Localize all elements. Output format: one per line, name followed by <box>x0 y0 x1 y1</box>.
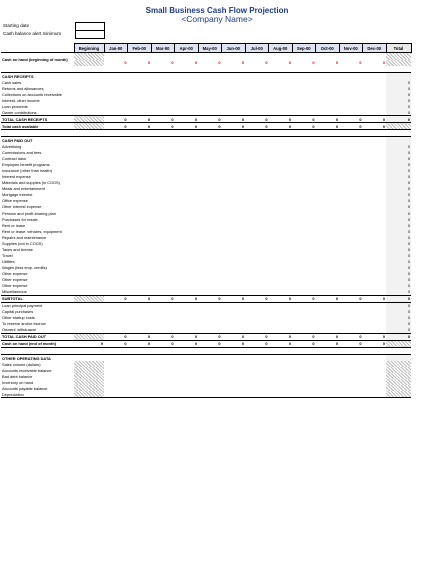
data-cell[interactable] <box>128 391 152 398</box>
data-cell[interactable] <box>316 391 340 398</box>
total-cell: 0 <box>386 321 411 327</box>
cash-on-hand-label: Cash on hand (beginning of month) <box>1 53 74 67</box>
row-label: Rent or lease: vehicles, equipment <box>2 228 62 234</box>
data-cell[interactable] <box>269 53 293 60</box>
column-header: Oct-00 <box>316 44 340 53</box>
column-header: Feb-00 <box>128 44 152 53</box>
section-header-receipts: CASH RECEIPTS <box>1 73 74 80</box>
column-header: Total <box>386 44 411 53</box>
data-cell: 0 <box>245 295 269 302</box>
row-label: Meals and entertainment <box>2 186 45 192</box>
row-label: Other expense <box>2 283 28 289</box>
row-label: Wages (less emp. credits) <box>2 264 47 270</box>
data-cell: 0 <box>128 123 152 130</box>
data-cell: 0 <box>198 123 222 130</box>
data-cell: 0 <box>363 333 387 340</box>
data-cell[interactable] <box>245 53 269 60</box>
total-cell: 0 <box>386 210 411 216</box>
data-cell: 0 <box>128 116 152 123</box>
data-cell[interactable] <box>292 391 316 398</box>
data-cell: 0 <box>104 116 128 123</box>
data-cell: 0 <box>363 340 387 347</box>
beginning-cell <box>74 295 104 302</box>
data-cell: 0 <box>245 340 269 347</box>
data-cell[interactable] <box>363 53 387 60</box>
data-cell: 0 <box>316 295 340 302</box>
data-cell: 0 <box>245 123 269 130</box>
data-cell[interactable] <box>292 53 316 60</box>
row-label: Advertising <box>2 143 22 149</box>
row-label: Utilities <box>2 258 15 264</box>
column-header: Jul-00 <box>245 44 269 53</box>
row-label: Other expense <box>2 270 28 276</box>
table-row <box>1 53 411 60</box>
spacer <box>1 130 411 137</box>
data-cell[interactable] <box>198 53 222 60</box>
row-label: Other startup costs <box>2 315 35 321</box>
total-cell: 0 <box>386 234 411 240</box>
total-cell: 0 <box>386 228 411 234</box>
column-header: Jun-00 <box>222 44 246 53</box>
total-cell: 0 <box>386 222 411 228</box>
total-cell: 0 <box>386 85 411 91</box>
column-header: Dec-00 <box>363 44 387 53</box>
total-cell: 0 <box>386 252 411 258</box>
total-cell: 0 <box>386 174 411 180</box>
data-cell: 0 <box>269 123 293 130</box>
table-row <box>1 123 411 130</box>
total-cell: 0 <box>386 186 411 192</box>
cash-on-hand-value: 0 <box>147 60 150 66</box>
data-cell: 0 <box>245 116 269 123</box>
data-cell[interactable] <box>104 391 128 398</box>
column-header: Apr-00 <box>175 44 199 53</box>
data-cell: 0 <box>292 340 316 347</box>
total-cell: 0 <box>386 309 411 315</box>
total-receipts-label: TOTAL CASH RECEIPTS <box>1 116 74 123</box>
total-cell: 0 <box>386 240 411 246</box>
data-cell: 0 <box>151 340 175 347</box>
data-cell: 0 <box>292 295 316 302</box>
header-blank <box>1 44 74 53</box>
beginning-cell: 0 <box>74 340 104 347</box>
row-label: Miscellaneous <box>2 289 27 295</box>
column-header: Jan-00 <box>104 44 128 53</box>
row-label: Purchases for resale <box>2 216 38 222</box>
table-row <box>1 340 411 347</box>
table-row <box>1 44 411 53</box>
data-cell: 0 <box>339 123 363 130</box>
section-header-other: OTHER OPERATING DATA <box>1 355 74 362</box>
row-label: Supplies (not in COGS) <box>2 240 43 246</box>
data-cell: 0 <box>222 123 246 130</box>
data-cell: 0 <box>222 333 246 340</box>
data-cell: 0 <box>292 116 316 123</box>
row-label: Accounts payable balance <box>2 385 48 391</box>
row-label: Collections on accounts receivable <box>2 91 62 97</box>
row-label: Commissions and fees <box>2 150 42 156</box>
column-header: Mar-00 <box>151 44 175 53</box>
cash-flow-table <box>1 43 412 398</box>
total-cell: 0 <box>386 283 411 289</box>
row-label: Rent or lease <box>2 222 26 228</box>
data-cell: 0 <box>104 123 128 130</box>
data-cell: 0 <box>128 340 152 347</box>
total-cell: 0 <box>386 289 411 296</box>
data-cell: 0 <box>339 340 363 347</box>
data-cell: 0 <box>269 116 293 123</box>
total-cell: 0 <box>386 162 411 168</box>
data-cell: 0 <box>151 123 175 130</box>
data-cell[interactable] <box>151 53 175 60</box>
data-cell: 0 <box>339 295 363 302</box>
total-cell: 0 <box>386 143 411 149</box>
data-cell: 0 <box>175 116 199 123</box>
column-header: Sep-00 <box>292 44 316 53</box>
total-cell: 0 <box>386 97 411 103</box>
row-label: Travel <box>2 252 13 258</box>
data-cell: 0 <box>269 295 293 302</box>
cash-on-hand-value: 0 <box>218 60 221 66</box>
total-cell: 0 <box>386 270 411 276</box>
table-row <box>1 130 411 137</box>
row-label: Employee benefit programs <box>2 162 50 168</box>
total-cell: 0 <box>386 216 411 222</box>
data-cell: 0 <box>104 295 128 302</box>
cash-on-hand-value: 0 <box>171 60 174 66</box>
data-cell[interactable] <box>104 53 128 60</box>
total-cell: 0 <box>386 315 411 321</box>
data-cell[interactable] <box>363 391 387 398</box>
column-header: Nov-00 <box>339 44 363 53</box>
data-cell[interactable] <box>175 53 199 60</box>
data-cell: 0 <box>269 333 293 340</box>
row-label: Returns and allowances <box>2 85 44 91</box>
cash-on-hand-value: 0 <box>124 60 127 66</box>
column-header: Aug-00 <box>269 44 293 53</box>
total-paid-out-label: TOTAL CASH PAID OUT <box>1 333 74 340</box>
total-cell: 0 <box>386 302 411 309</box>
data-cell[interactable] <box>198 391 222 398</box>
total-cell: 0 <box>386 258 411 264</box>
row-label: Contract labor <box>2 156 27 162</box>
data-cell: 0 <box>175 333 199 340</box>
total-cell: 0 <box>386 116 411 123</box>
data-cell[interactable] <box>222 391 246 398</box>
total-cell: 0 <box>386 109 411 116</box>
row-label: Owner contributions <box>2 109 37 115</box>
row-label: To reserve and/or escrow <box>2 321 46 327</box>
total-cell: 0 <box>386 295 411 302</box>
data-cell[interactable] <box>339 391 363 398</box>
row-label: Depreciation <box>1 391 74 398</box>
data-cell[interactable] <box>245 391 269 398</box>
total-cell: 0 <box>386 327 411 334</box>
row-label: Owners' withdrawal <box>2 327 36 333</box>
row-label: Interest expense <box>2 174 31 180</box>
row-label: Inventory on hand <box>2 379 34 385</box>
cash-on-hand-value: 0 <box>265 60 268 66</box>
data-cell: 0 <box>222 116 246 123</box>
row-label: Capital purchases <box>2 309 34 315</box>
data-cell: 0 <box>269 340 293 347</box>
row-label: Pension and profit-sharing plan <box>2 210 56 216</box>
total-cell <box>386 391 411 398</box>
company-name: <Company Name> <box>181 14 253 24</box>
cash-on-hand-value: 0 <box>288 60 291 66</box>
total-cell: 0 <box>386 103 411 109</box>
table-row <box>1 295 411 302</box>
row-label: Sales volume (dollars) <box>2 361 41 367</box>
section-header-paid-out: CASH PAID OUT <box>1 137 74 144</box>
row-label: Accounts receivable balance <box>2 367 52 373</box>
table-row <box>1 116 411 123</box>
row-label: Other interest expense <box>2 204 42 210</box>
data-cell: 0 <box>316 123 340 130</box>
row-label: Insurance (other than health) <box>2 168 52 174</box>
data-cell: 0 <box>292 333 316 340</box>
data-cell: 0 <box>363 123 387 130</box>
spacer <box>1 348 411 355</box>
data-cell[interactable] <box>222 53 246 60</box>
cash-on-hand-value: 0 <box>312 60 315 66</box>
cash-flow-body <box>1 44 411 398</box>
beginning-cell[interactable] <box>74 53 104 60</box>
total-cell <box>386 340 411 347</box>
data-cell: 0 <box>339 333 363 340</box>
cash-on-hand-value: 0 <box>359 60 362 66</box>
total-cell: 0 <box>386 192 411 198</box>
data-cell: 0 <box>151 333 175 340</box>
data-cell: 0 <box>245 333 269 340</box>
cash-end-label: Cash on hand (end of month) <box>1 340 74 347</box>
beginning-cell <box>74 123 104 130</box>
total-cell: 0 <box>386 150 411 156</box>
data-cell: 0 <box>175 123 199 130</box>
total-cell <box>386 53 411 60</box>
column-header: Beginning <box>74 44 104 53</box>
data-cell: 0 <box>363 295 387 302</box>
data-cell: 0 <box>316 340 340 347</box>
data-cell: 0 <box>316 116 340 123</box>
data-cell[interactable] <box>175 391 199 398</box>
total-cell: 0 <box>386 264 411 270</box>
data-cell[interactable] <box>316 53 340 60</box>
data-cell: 0 <box>175 295 199 302</box>
total-cell: 0 <box>386 79 411 85</box>
beginning-cell <box>74 333 104 340</box>
data-cell: 0 <box>339 116 363 123</box>
data-cell: 0 <box>128 295 152 302</box>
row-label: Bad debt balance <box>2 373 33 379</box>
cash-on-hand-value: 0 <box>382 60 385 66</box>
data-cell: 0 <box>104 340 128 347</box>
data-cell: 0 <box>128 333 152 340</box>
total-cell: 0 <box>386 168 411 174</box>
data-cell: 0 <box>175 340 199 347</box>
total-cell: 0 <box>386 277 411 283</box>
beginning-cell <box>74 116 104 123</box>
row-label: Mortgage interest <box>2 192 33 198</box>
total-cell <box>386 123 411 130</box>
total-cell: 0 <box>386 204 411 210</box>
starting-date-label: Starting date <box>3 23 30 28</box>
row-label: Interest, other income <box>2 97 40 103</box>
subtotal-label: SUBTOTAL <box>1 295 74 302</box>
table-row <box>1 348 411 355</box>
row-label: Office expense <box>2 198 28 204</box>
alert-minimum-input[interactable] <box>75 30 105 39</box>
cash-on-hand-value: 0 <box>194 60 197 66</box>
total-cell: 0 <box>386 156 411 162</box>
data-cell[interactable] <box>339 53 363 60</box>
table-row <box>1 391 411 398</box>
data-cell[interactable] <box>269 391 293 398</box>
cash-on-hand-value: 0 <box>241 60 244 66</box>
data-cell: 0 <box>198 340 222 347</box>
data-cell: 0 <box>222 295 246 302</box>
page-title: Small Business Cash Flow Projection <box>145 6 289 15</box>
row-label: Materials and supplies (in COGS) <box>2 180 60 186</box>
data-cell[interactable] <box>128 53 152 60</box>
data-cell: 0 <box>104 333 128 340</box>
row-label: Cash sales <box>2 79 22 85</box>
cash-on-hand-value: 0 <box>335 60 338 66</box>
total-cell: 0 <box>386 180 411 186</box>
row-label: Taxes and license <box>2 246 33 252</box>
data-cell: 0 <box>363 116 387 123</box>
data-cell: 0 <box>198 333 222 340</box>
table-row <box>1 333 411 340</box>
data-cell: 0 <box>316 333 340 340</box>
data-cell: 0 <box>198 295 222 302</box>
row-label: Repairs and maintenance <box>2 234 47 240</box>
total-cell: 0 <box>386 91 411 97</box>
row-label: Loan principal payment <box>2 303 43 309</box>
data-cell: 0 <box>222 340 246 347</box>
total-available-label: Total cash available <box>1 123 74 130</box>
data-cell: 0 <box>292 123 316 130</box>
row-label: Other expense <box>2 277 28 283</box>
column-header: May-00 <box>198 44 222 53</box>
data-cell: 0 <box>151 295 175 302</box>
row-label: Loan proceeds <box>2 103 28 109</box>
total-cell: 0 <box>386 246 411 252</box>
total-cell: 0 <box>386 198 411 204</box>
data-cell[interactable] <box>151 391 175 398</box>
data-cell: 0 <box>198 116 222 123</box>
alert-minimum-label: Cash balance alert minimum <box>3 31 62 36</box>
data-cell: 0 <box>151 116 175 123</box>
beginning-cell <box>74 391 104 398</box>
total-cell: 0 <box>386 333 411 340</box>
